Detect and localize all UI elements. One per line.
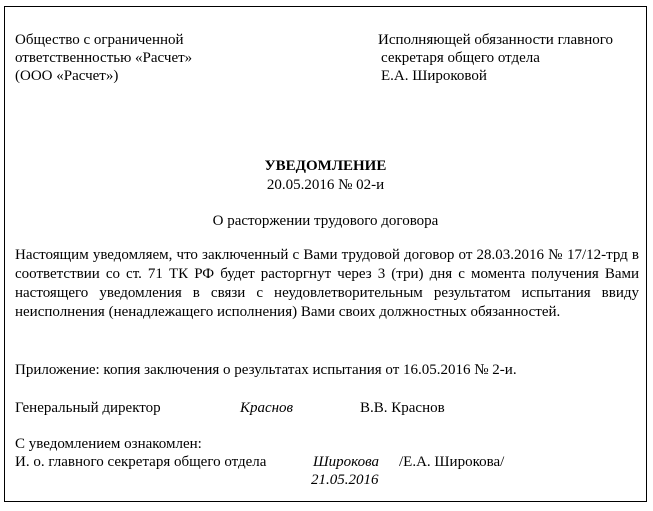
document-date-number: 20.05.2016 № 02-и bbox=[266, 177, 385, 193]
signer-position: Генеральный директор bbox=[15, 400, 161, 416]
document-body: Настоящим уведомляем, что заключенный с Вами трудовой договор от 28.03.2016 № 17/12-трд в соответствии со ст. 71 ТК РФ будет расторгнут через 3 (три) дня с момента получения Вами настоящего уведомления в связи с неудовлетворительным результатом испытания ввиду неисполнения (ненадлежащего исполнения) Вами своих должностных обязанностей. bbox=[15, 247, 639, 320]
handwritten-signature-director: Краснов bbox=[240, 400, 294, 416]
acknowledgement-caption: С уведомлением ознакомлен: bbox=[15, 436, 202, 452]
document-subject: О расторжении трудового договора bbox=[212, 213, 439, 229]
org-name-line-2: ответственностью «Расчет» bbox=[15, 50, 193, 66]
org-name-line-3: (ООО «Расчет») bbox=[15, 68, 119, 84]
handwritten-signature-acknowledger: Широкова bbox=[313, 454, 379, 470]
org-name-line-1: Общество с ограниченной bbox=[15, 32, 184, 48]
acknowledger-position: И. о. главного секретаря общего отдела bbox=[15, 454, 267, 470]
addressee-line-3: Е.А. Широковой bbox=[381, 68, 487, 84]
document-attachment: Приложение: копия заключения о результатах испытания от 16.05.2016 № 2-и. bbox=[15, 362, 517, 378]
signer-name: В.В. Краснов bbox=[360, 400, 445, 416]
acknowledger-name: /Е.А. Широкова/ bbox=[399, 454, 505, 470]
document-title: УВЕДОМЛЕНИЕ bbox=[264, 158, 387, 174]
addressee-line-2: секретаря общего отдела bbox=[381, 50, 540, 66]
acknowledgement-date: 21.05.2016 bbox=[311, 472, 379, 488]
addressee-line-1: Исполняющей обязанности главного bbox=[378, 32, 614, 48]
